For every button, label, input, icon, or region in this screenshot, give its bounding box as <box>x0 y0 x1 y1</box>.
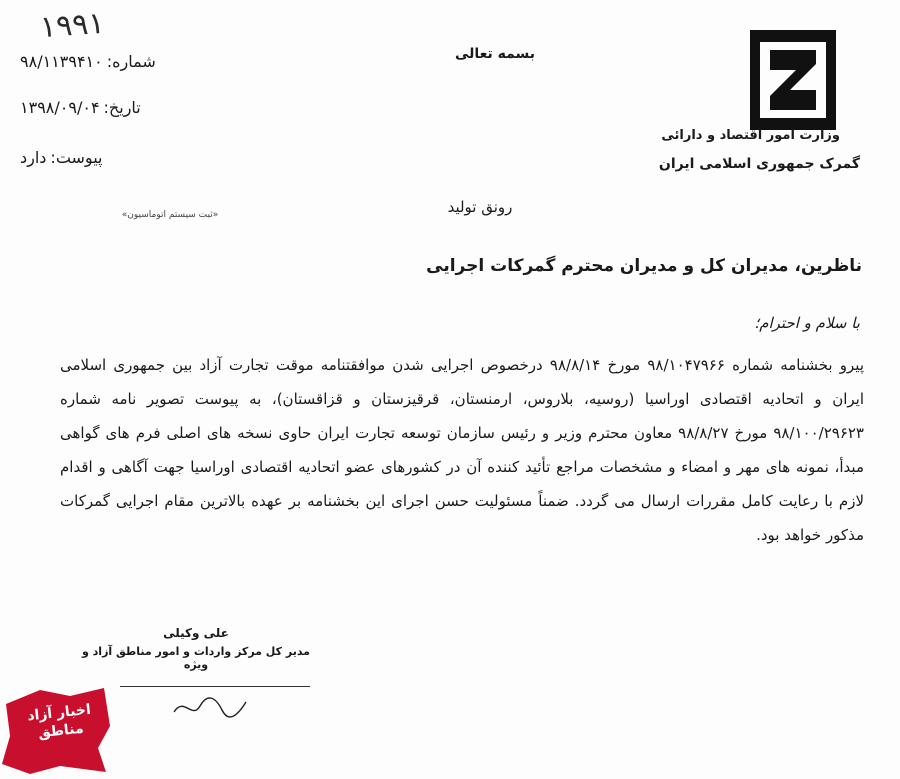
signature-line <box>120 686 310 687</box>
registered-note: «ثبت سیستم اتوماسیون» <box>121 210 219 220</box>
addressee: ناظرین، مدیران کل و مدیران محترم گمرکات اجرایی <box>426 256 862 276</box>
letter-date <box>20 98 230 117</box>
number-value: ۹۸/۱۱۳۹۴۱۰ <box>20 52 103 71</box>
watermark-text: اخبار آزاد مناطق <box>26 701 92 742</box>
attachment-label: پیوست: <box>50 148 103 167</box>
handwritten-number: ۱۹۹۱ <box>38 5 106 46</box>
letter-attachment <box>20 148 230 167</box>
slogan: رونق تولید <box>447 198 513 216</box>
signer-title: مدیر کل مرکز واردات و امور مناطق آزاد و ویژه <box>81 645 310 671</box>
ministry-name: وزارت امور اقتصاد و دارائی <box>661 128 840 143</box>
date-label: تاریخ: <box>103 98 141 117</box>
attachment-value: دارد <box>20 148 47 167</box>
date-value: ۱۳۹۸/۰۹/۰۴ <box>20 98 100 117</box>
greeting: با سلام و احترام؛ <box>754 314 860 332</box>
letter-body: پیرو بخشنامه شماره ۹۸/۱۰۴۷۹۶۶ مورخ ۹۸/۸/۱۴ درخصوص اجرایی شدن موافقتنامه موقت تجارت آزاد بین جمهوری اسلامی ایران و اتحادیه اقتصادی اوراسیا (روسیه، بلاروس، ارمنستان، قرقیزستان و قزاقستان)، به پیوست تصویر نامه شماره ۹۸/۱۰۰/۲۹۶۲۳ مورخ ۹۸/۸/۲۷ معاون محترم وزیر و رئیس سازمان توسعه تجارت ایران حاوی نسخه های اصلی فرم های گواهی مبدأ، نمونه های مهر و امضاء و مشخصات مراجع تأئید کننده آن در کشورهای عضو اتحادیه اقتصادی اوراسیا جهت آگاهی و اقدام لازم با رعایت کامل مقررات ارسال می گردد. ضمناً مسئولیت حسن اجرای این بخشنامه بر عهده بالاترین مقام اجرایی گمرکات مذکور خواهد بود. <box>60 356 864 544</box>
letter-number <box>20 52 230 71</box>
signer-name: علی وکیلی <box>163 626 229 640</box>
signature-icon <box>170 692 250 722</box>
customs-logo-icon <box>750 30 836 130</box>
bismillah-heading: بسمه تعالی <box>454 46 536 62</box>
number-label: شماره: <box>106 52 156 71</box>
customs-name: گمرک جمهوری اسلامی ایران <box>658 156 860 172</box>
